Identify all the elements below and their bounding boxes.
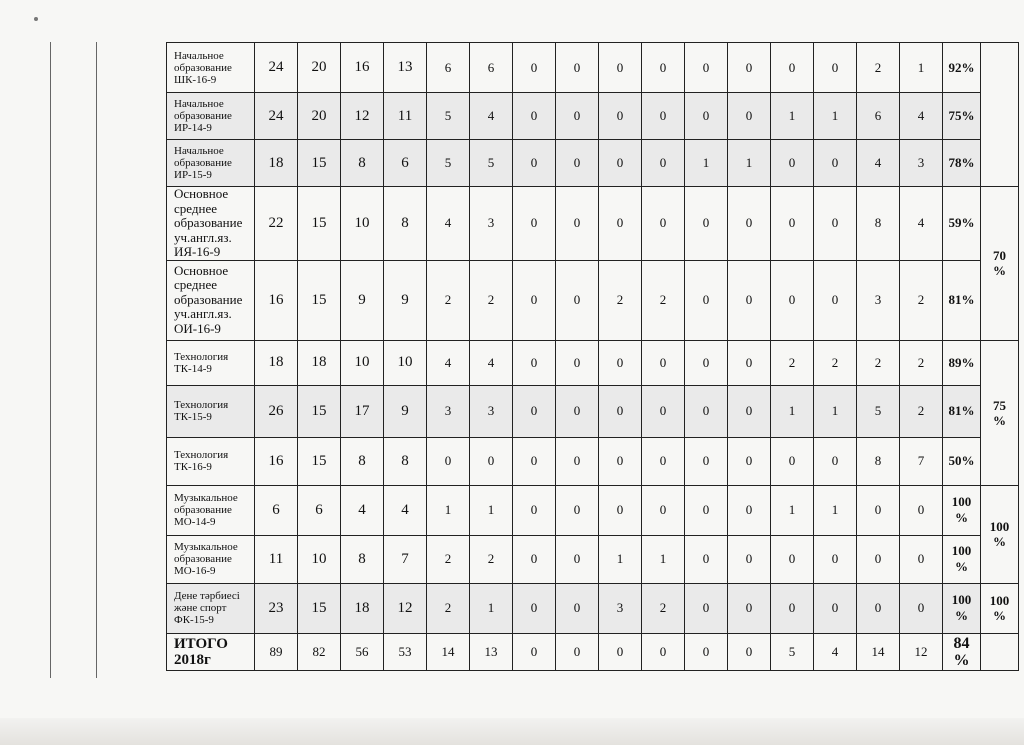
group-cell-empty	[981, 43, 1019, 187]
percent-cell	[943, 485, 981, 535]
value-cell: 0	[728, 93, 771, 140]
text-line: ИР-15-9	[174, 169, 212, 181]
total-value-cell: 0	[642, 633, 685, 670]
value-cell: 17	[341, 385, 384, 437]
table-row	[167, 140, 1019, 187]
value-cell: 0	[728, 187, 771, 261]
value-cell: 0	[814, 583, 857, 633]
program-name-cell	[167, 260, 255, 340]
value-cell: 6	[857, 93, 900, 140]
percent-sign: %	[955, 510, 968, 525]
value-cell: 0	[857, 583, 900, 633]
value-cell: 0	[771, 140, 814, 187]
total-value-cell: 12	[900, 633, 943, 670]
value-cell: 3	[427, 385, 470, 437]
value-cell: 20	[298, 93, 341, 140]
value-cell: 0	[599, 437, 642, 485]
text-line: образование	[174, 61, 232, 74]
value-cell: 5	[427, 140, 470, 187]
value-cell: 0	[556, 93, 599, 140]
text-line: Дене тәрбиесі	[174, 590, 240, 602]
value-cell: 15	[298, 140, 341, 187]
value-cell: 26	[255, 385, 298, 437]
value-cell: 0	[728, 583, 771, 633]
value-cell: 6	[384, 140, 427, 187]
value-cell: 18	[255, 340, 298, 385]
percent-cell: 81%	[943, 385, 981, 437]
value-cell: 1	[900, 43, 943, 93]
value-cell: 0	[556, 43, 599, 93]
value-cell: 0	[771, 260, 814, 340]
value-cell: 4	[341, 485, 384, 535]
text-line: образование	[174, 110, 232, 122]
value-cell: 0	[556, 437, 599, 485]
margin-line-2	[96, 42, 97, 678]
value-cell: 0	[556, 485, 599, 535]
value-cell: 10	[341, 340, 384, 385]
text-line: уч.англ.яз.	[174, 306, 232, 322]
value-cell: 10	[298, 535, 341, 583]
value-cell: 7	[384, 535, 427, 583]
value-cell: 8	[384, 187, 427, 261]
text-line: Музыкальное	[174, 541, 238, 553]
value-cell: 18	[255, 140, 298, 187]
value-cell: 0	[685, 93, 728, 140]
value-cell: 1	[470, 583, 513, 633]
value-cell: 6	[298, 485, 341, 535]
percent-cell: 50%	[943, 437, 981, 485]
text-line: уч.англ.яз.	[174, 229, 232, 245]
text-line: ИЯ-16-9	[174, 244, 221, 259]
total-value-cell: 0	[685, 633, 728, 670]
total-row	[167, 633, 1019, 670]
value-cell: 2	[900, 340, 943, 385]
percent-value: 100	[951, 592, 972, 607]
value-cell: 4	[427, 187, 470, 261]
program-name-cell	[167, 140, 255, 187]
percent-cell: 78%	[943, 140, 981, 187]
value-cell: 2	[642, 260, 685, 340]
total-label-cell	[167, 633, 255, 670]
program-name-cell	[167, 187, 255, 261]
value-cell: 0	[556, 583, 599, 633]
value-cell: 0	[556, 187, 599, 261]
text-line: ИР-14-9	[174, 122, 212, 134]
value-cell: 0	[685, 437, 728, 485]
value-cell: 16	[255, 437, 298, 485]
value-cell: 6	[470, 43, 513, 93]
value-cell: 0	[513, 140, 556, 187]
text-line: және спорт	[174, 602, 227, 614]
value-cell: 0	[599, 93, 642, 140]
value-cell: 0	[642, 187, 685, 261]
total-value-cell: 14	[427, 633, 470, 670]
value-cell: 0	[728, 535, 771, 583]
text-line: ОИ-16-9	[174, 320, 221, 336]
value-cell: 0	[513, 187, 556, 261]
value-cell: 8	[857, 187, 900, 261]
total-value-cell: 14	[857, 633, 900, 670]
text-line: МО-14-9	[174, 516, 216, 528]
value-cell: 4	[857, 140, 900, 187]
value-cell: 15	[298, 385, 341, 437]
value-cell: 0	[728, 260, 771, 340]
total-value-cell: 89	[255, 633, 298, 670]
program-name-cell	[167, 385, 255, 437]
value-cell: 0	[814, 260, 857, 340]
total-group-cell-empty	[981, 633, 1019, 670]
value-cell: 20	[298, 43, 341, 93]
percent-value: 100	[951, 543, 972, 558]
value-cell: 0	[900, 485, 943, 535]
value-cell: 0	[685, 260, 728, 340]
text-line: Технология	[174, 350, 229, 363]
value-cell: 0	[857, 535, 900, 583]
text-line: образование	[174, 553, 232, 565]
group-percent-value: 75	[993, 397, 1006, 413]
text-line: среднее	[174, 277, 217, 293]
value-cell: 0	[513, 485, 556, 535]
text-line: ТК-14-9	[174, 362, 212, 375]
value-cell: 1	[728, 140, 771, 187]
group-percent-value: 100	[989, 519, 1010, 534]
value-cell: 24	[255, 93, 298, 140]
text-line: Музыкальное	[174, 492, 238, 504]
value-cell: 1	[814, 485, 857, 535]
value-cell: 0	[513, 583, 556, 633]
value-cell: 0	[728, 340, 771, 385]
value-cell: 1	[427, 485, 470, 535]
value-cell: 1	[771, 485, 814, 535]
value-cell: 0	[556, 385, 599, 437]
value-cell: 3	[470, 385, 513, 437]
text-line: Начальное	[174, 145, 224, 157]
value-cell: 2	[427, 535, 470, 583]
value-cell: 0	[470, 437, 513, 485]
text-line: Основное	[174, 186, 229, 201]
value-cell: 2	[900, 260, 943, 340]
value-cell: 6	[255, 485, 298, 535]
group-percent-cell	[981, 583, 1019, 633]
value-cell: 0	[685, 340, 728, 385]
value-cell: 0	[556, 260, 599, 340]
text-line: ТК-15-9	[174, 411, 212, 423]
value-cell: 2	[470, 535, 513, 583]
value-cell: 15	[298, 583, 341, 633]
value-cell: 16	[341, 43, 384, 93]
program-name-cell	[167, 93, 255, 140]
value-cell: 10	[341, 187, 384, 261]
value-cell: 0	[685, 43, 728, 93]
group-percent-cell	[981, 187, 1019, 341]
value-cell: 0	[599, 385, 642, 437]
value-cell: 0	[642, 437, 685, 485]
percent-value: 100	[951, 494, 972, 509]
value-cell: 11	[384, 93, 427, 140]
value-cell: 0	[513, 260, 556, 340]
value-cell: 11	[255, 535, 298, 583]
text-line: Начальное	[174, 49, 224, 62]
value-cell: 2	[857, 43, 900, 93]
value-cell: 2	[900, 385, 943, 437]
value-cell: 2	[427, 583, 470, 633]
value-cell: 0	[642, 340, 685, 385]
table-row	[167, 437, 1019, 485]
value-cell: 0	[728, 437, 771, 485]
percent-cell: 81%	[943, 260, 981, 340]
total-value-cell: 0	[513, 633, 556, 670]
value-cell: 0	[599, 43, 642, 93]
value-cell: 0	[556, 140, 599, 187]
total-value-cell: 0	[599, 633, 642, 670]
value-cell: 4	[427, 340, 470, 385]
value-cell: 0	[685, 535, 728, 583]
table-row	[167, 187, 1019, 261]
group-percent-value: 100	[989, 593, 1010, 608]
value-cell: 9	[384, 260, 427, 340]
value-cell: 1	[771, 385, 814, 437]
total-percent-cell	[943, 633, 981, 670]
text-line: ФК-15-9	[174, 614, 214, 626]
percent-cell	[943, 583, 981, 633]
value-cell: 12	[384, 583, 427, 633]
total-value-cell: 5	[771, 633, 814, 670]
table-body	[167, 43, 1019, 671]
percent-cell: 75%	[943, 93, 981, 140]
text-line: среднее	[174, 200, 217, 216]
value-cell: 0	[642, 485, 685, 535]
value-cell: 8	[857, 437, 900, 485]
text-line: Технология	[174, 399, 229, 411]
value-cell: 6	[427, 43, 470, 93]
value-cell: 0	[771, 437, 814, 485]
value-cell: 24	[255, 43, 298, 93]
group-percent-value: 70	[993, 248, 1006, 264]
value-cell: 2	[599, 260, 642, 340]
value-cell: 2	[857, 340, 900, 385]
value-cell: 0	[900, 583, 943, 633]
value-cell: 3	[599, 583, 642, 633]
value-cell: 1	[814, 93, 857, 140]
text-line: ШК-16-9	[174, 73, 217, 86]
value-cell: 0	[642, 93, 685, 140]
value-cell: 0	[513, 93, 556, 140]
value-cell: 10	[384, 340, 427, 385]
value-cell: 2	[427, 260, 470, 340]
program-name-cell	[167, 535, 255, 583]
group-percent-sign: %	[993, 263, 1006, 279]
table-row	[167, 535, 1019, 583]
value-cell: 0	[685, 485, 728, 535]
value-cell: 0	[642, 140, 685, 187]
value-cell: 0	[599, 485, 642, 535]
value-cell: 0	[814, 187, 857, 261]
value-cell: 0	[685, 187, 728, 261]
value-cell: 5	[857, 385, 900, 437]
value-cell: 0	[513, 385, 556, 437]
value-cell: 3	[857, 260, 900, 340]
value-cell: 16	[255, 260, 298, 340]
value-cell: 4	[900, 93, 943, 140]
value-cell: 0	[728, 485, 771, 535]
value-cell: 18	[341, 583, 384, 633]
total-value-cell: 56	[341, 633, 384, 670]
scan-speck	[34, 17, 38, 21]
value-cell: 0	[513, 535, 556, 583]
value-cell: 15	[298, 187, 341, 261]
percent-cell: 59%	[943, 187, 981, 261]
text-line: Основное	[174, 262, 229, 278]
value-cell: 3	[470, 187, 513, 261]
value-cell: 1	[642, 535, 685, 583]
total-value-cell: 13	[470, 633, 513, 670]
group-percent-sign: %	[993, 534, 1006, 549]
percent-cell: 89%	[943, 340, 981, 385]
value-cell: 0	[642, 43, 685, 93]
value-cell: 15	[298, 437, 341, 485]
value-cell: 5	[470, 140, 513, 187]
program-name-cell	[167, 485, 255, 535]
table-row	[167, 260, 1019, 340]
value-cell: 23	[255, 583, 298, 633]
value-cell: 0	[642, 385, 685, 437]
value-cell: 4	[470, 340, 513, 385]
value-cell: 0	[685, 583, 728, 633]
table-row	[167, 340, 1019, 385]
value-cell: 0	[685, 385, 728, 437]
total-value-cell: 4	[814, 633, 857, 670]
program-name-cell	[167, 340, 255, 385]
value-cell: 2	[771, 340, 814, 385]
value-cell: 12	[341, 93, 384, 140]
table-row	[167, 583, 1019, 633]
value-cell: 4	[900, 187, 943, 261]
value-cell: 4	[384, 485, 427, 535]
value-cell: 1	[599, 535, 642, 583]
total-value-cell: 0	[556, 633, 599, 670]
table-row	[167, 485, 1019, 535]
value-cell: 18	[298, 340, 341, 385]
value-cell: 0	[513, 43, 556, 93]
program-name-cell	[167, 437, 255, 485]
value-cell: 0	[513, 437, 556, 485]
value-cell: 8	[384, 437, 427, 485]
value-cell: 7	[900, 437, 943, 485]
text-line: 2018г	[174, 651, 211, 668]
value-cell: 8	[341, 437, 384, 485]
value-cell: 0	[771, 535, 814, 583]
group-percent-cell	[981, 340, 1019, 485]
table-row	[167, 385, 1019, 437]
value-cell: 0	[771, 187, 814, 261]
value-cell: 9	[384, 385, 427, 437]
percent-cell	[943, 535, 981, 583]
value-cell: 2	[642, 583, 685, 633]
group-percent-sign: %	[993, 608, 1006, 623]
value-cell: 1	[685, 140, 728, 187]
table-row	[167, 43, 1019, 93]
value-cell: 0	[814, 437, 857, 485]
value-cell: 0	[556, 340, 599, 385]
percent-sign: %	[955, 608, 968, 623]
text-line: образование	[174, 291, 243, 307]
value-cell: 0	[900, 535, 943, 583]
value-cell: 0	[814, 140, 857, 187]
value-cell: 1	[771, 93, 814, 140]
value-cell: 0	[513, 340, 556, 385]
results-table	[166, 42, 1019, 671]
value-cell: 0	[427, 437, 470, 485]
total-percent-sign: %	[953, 651, 970, 669]
program-name-cell	[167, 43, 255, 93]
text-line: образование	[174, 504, 232, 516]
group-percent-cell	[981, 485, 1019, 583]
value-cell: 1	[814, 385, 857, 437]
text-line: МО-16-9	[174, 565, 216, 577]
value-cell: 13	[384, 43, 427, 93]
value-cell: 0	[814, 535, 857, 583]
percent-sign: %	[955, 559, 968, 574]
value-cell: 9	[341, 260, 384, 340]
value-cell: 0	[728, 43, 771, 93]
value-cell: 5	[427, 93, 470, 140]
value-cell: 2	[470, 260, 513, 340]
scan-edge	[0, 718, 1024, 745]
value-cell: 0	[771, 583, 814, 633]
value-cell: 1	[470, 485, 513, 535]
value-cell: 0	[599, 340, 642, 385]
value-cell: 0	[857, 485, 900, 535]
total-value-cell: 53	[384, 633, 427, 670]
value-cell: 0	[771, 43, 814, 93]
text-line: Начальное	[174, 98, 224, 110]
value-cell: 0	[814, 43, 857, 93]
text-line: Технология	[174, 449, 229, 461]
table-row	[167, 93, 1019, 140]
program-name-cell	[167, 583, 255, 633]
value-cell: 3	[900, 140, 943, 187]
text-line: образование	[174, 215, 243, 230]
total-value-cell: 0	[728, 633, 771, 670]
value-cell: 2	[814, 340, 857, 385]
value-cell: 0	[599, 140, 642, 187]
text-line: ТК-16-9	[174, 461, 212, 473]
total-value-cell: 82	[298, 633, 341, 670]
value-cell: 0	[599, 187, 642, 261]
percent-cell: 92%	[943, 43, 981, 93]
margin-line-1	[50, 42, 51, 678]
value-cell: 22	[255, 187, 298, 261]
value-cell: 0	[728, 385, 771, 437]
total-percent-value: 84	[953, 634, 970, 652]
value-cell: 15	[298, 260, 341, 340]
value-cell: 0	[556, 535, 599, 583]
value-cell: 8	[341, 140, 384, 187]
group-percent-sign: %	[993, 412, 1006, 428]
value-cell: 8	[341, 535, 384, 583]
text-line: ИТОГО	[174, 635, 228, 652]
text-line: образование	[174, 157, 232, 169]
value-cell: 4	[470, 93, 513, 140]
